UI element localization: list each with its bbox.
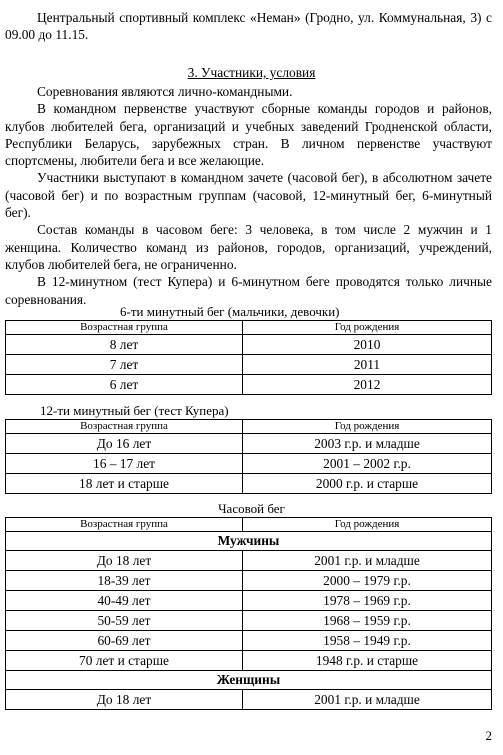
table-header-row xyxy=(6,518,492,532)
table-row xyxy=(6,434,492,454)
header-birth-year: Год рождения xyxy=(243,420,492,434)
age-group-cell: До 18 лет xyxy=(6,690,243,710)
paragraph: Соревнования являются лично-командными. xyxy=(37,84,293,99)
age-group-cell: 18 лет и старше xyxy=(6,474,243,494)
age-group-cell: 6 лет xyxy=(6,375,243,395)
table-row xyxy=(6,335,492,355)
age-group-cell: 7 лет xyxy=(6,355,243,375)
birth-year-cell: 2001 г.р. и младше xyxy=(243,551,492,571)
intro-text: Центральный спортивный комплекс «Неман» (Гродно, ул. Коммунальная, 3) с 09.00 до 11.15. xyxy=(5,10,492,43)
birth-year-cell: 2011 xyxy=(243,355,492,375)
table-row xyxy=(6,690,492,710)
age-group-cell: До 18 лет xyxy=(6,551,243,571)
birth-year-cell: 2001 г.р. и младше xyxy=(243,690,492,710)
table-row xyxy=(6,571,492,591)
table-row xyxy=(6,454,492,474)
header-age-group: Возрастная группа xyxy=(6,518,243,532)
age-group-cell: 50-59 лет xyxy=(6,611,243,631)
birth-year-cell: 1978 – 1969 г.р. xyxy=(243,591,492,611)
birth-year-cell: 2012 xyxy=(243,375,492,395)
participants-text xyxy=(5,83,492,308)
birth-year-cell: 2003 г.р. и младше xyxy=(243,434,492,454)
table-row xyxy=(6,591,492,611)
age-group-cell: 16 – 17 лет xyxy=(6,454,243,474)
paragraph: В 12-минутном (тест Купера) и 6-минутном беге проводятся только личные соревнования. xyxy=(5,274,492,307)
birth-year-cell: 2001 – 2002 г.р. xyxy=(243,454,492,474)
header-birth-year: Год рождения xyxy=(243,518,492,532)
table-12min-run xyxy=(5,419,492,494)
birth-year-cell: 2000 г.р. и старше xyxy=(243,474,492,494)
table-row xyxy=(6,611,492,631)
table-row xyxy=(6,631,492,651)
page-number: 2 xyxy=(485,728,492,743)
table-6min-run xyxy=(5,320,492,395)
birth-year-cell: 1948 г.р. и старше xyxy=(243,651,492,671)
table3-caption: Часовой бег xyxy=(218,501,285,516)
age-group-cell: До 16 лет xyxy=(6,434,243,454)
table-header-row xyxy=(6,321,492,335)
age-group-cell: 18-39 лет xyxy=(6,571,243,591)
header-age-group: Возрастная группа xyxy=(6,321,243,335)
header-age-group: Возрастная группа xyxy=(6,420,243,434)
birth-year-cell: 1958 – 1949 г.р. xyxy=(243,631,492,651)
table-row xyxy=(6,355,492,375)
section-heading: 3. Участники, условия xyxy=(187,65,316,80)
group-label-women: Женщины xyxy=(6,671,492,690)
table2-caption: 12-ти минутный бег (тест Купера) xyxy=(40,403,229,418)
header-birth-year: Год рождения xyxy=(243,321,492,335)
table-header-row xyxy=(6,420,492,434)
age-group-cell: 70 лет и старше xyxy=(6,651,243,671)
birth-year-cell: 1968 – 1959 г.р. xyxy=(243,611,492,631)
age-group-cell: 40-49 лет xyxy=(6,591,243,611)
group-row-men xyxy=(6,532,492,551)
age-group-cell: 60-69 лет xyxy=(6,631,243,651)
table-row xyxy=(6,551,492,571)
birth-year-cell: 2000 – 1979 г.р. xyxy=(243,571,492,591)
table-row xyxy=(6,474,492,494)
paragraph: В командном первенстве участвуют сборные команды городов и районов, клубов любителей бега, организаций и учебных заведений Гродненской области, Республики Беларусь, зарубежных стран. В личном первенстве участвуют спортсмены, любители бега и все желающие. xyxy=(5,101,492,169)
paragraph: Состав команды в часовом беге: 3 человека, в том числе 2 мужчин и 1 женщина. Количество команд из районов, городов, организаций, учреждений, клубов любителей бега, не ограниченно. xyxy=(5,222,492,272)
birth-year-cell: 2010 xyxy=(243,335,492,355)
table1-caption: 6-ти минутный бег (мальчики, девочки) xyxy=(120,304,340,319)
age-group-cell: 8 лет xyxy=(6,335,243,355)
paragraph: Участники выступают в командном зачете (часовой бег), в абсолютном зачете (часовой бег) и по возрастным группам (часовой, 12-минутный бег, 6-минутный бег). xyxy=(5,170,492,221)
table-row xyxy=(6,651,492,671)
group-label-men: Мужчины xyxy=(6,532,492,551)
intro-block xyxy=(5,9,492,44)
table-hour-run xyxy=(5,517,492,710)
table-row xyxy=(6,375,492,395)
group-row-women xyxy=(6,671,492,690)
